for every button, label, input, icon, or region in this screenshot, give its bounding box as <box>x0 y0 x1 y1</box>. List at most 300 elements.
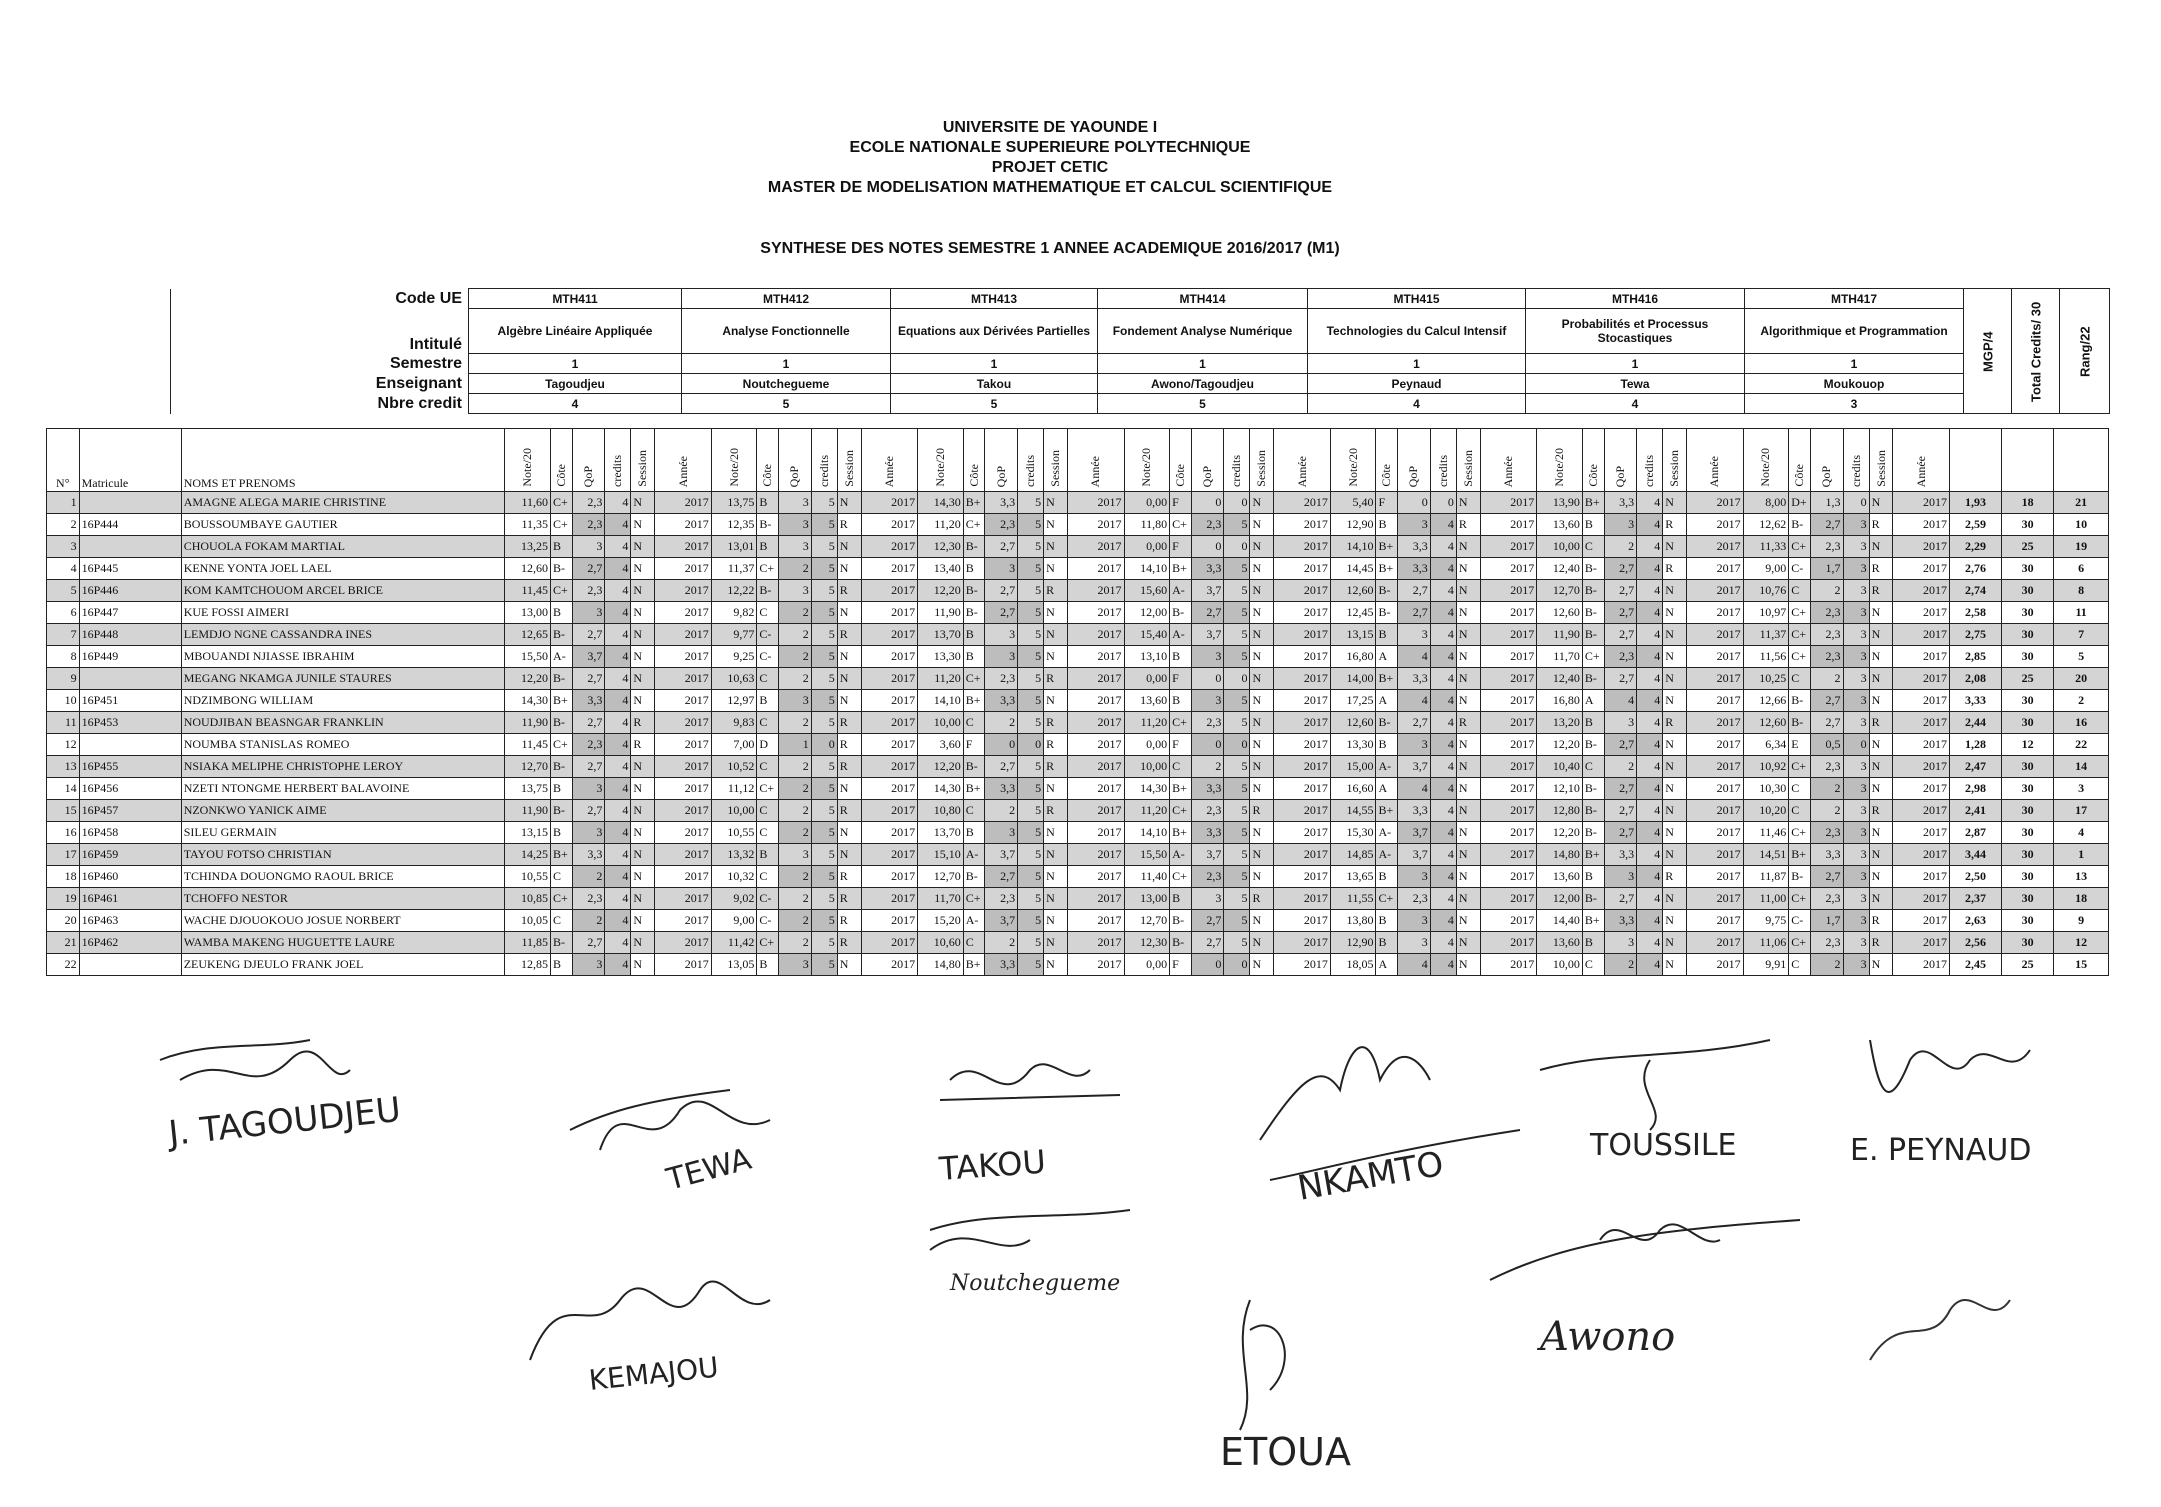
grade-annee: 2017 <box>1480 778 1536 800</box>
grade-note: 11,37 <box>711 558 757 580</box>
grade-note: 13,90 <box>1537 492 1583 514</box>
grade-annee: 2017 <box>655 690 711 712</box>
grade-annee: 2017 <box>1068 910 1124 932</box>
grade-cote: B+ <box>1789 844 1811 866</box>
grade-credits: 4 <box>1637 580 1663 602</box>
grade-note: 8,00 <box>1743 492 1789 514</box>
grade-note: 13,60 <box>1124 690 1170 712</box>
table-row <box>47 800 2109 822</box>
header-sub-label: Note/20 <box>1345 448 1360 487</box>
header-sub-label: Côte <box>553 464 568 487</box>
grade-credits: 4 <box>605 580 631 602</box>
matricule: 16P458 <box>79 822 181 844</box>
grade-note: 12,90 <box>1330 932 1376 954</box>
total-credits: 30 <box>2002 800 2054 822</box>
grade-cote: B <box>757 844 779 866</box>
grade-cote: B- <box>1170 910 1192 932</box>
grade-session: N <box>1250 514 1274 536</box>
grade-note: 10,32 <box>711 866 757 888</box>
grade-credits: 4 <box>1637 954 1663 976</box>
grade-qop: 3 <box>779 536 812 558</box>
grade-session: R <box>1869 558 1893 580</box>
grade-qop: 2,3 <box>1191 514 1224 536</box>
header-sub-0 <box>1124 429 1170 492</box>
grade-session: N <box>1663 668 1687 690</box>
mgp: 2,47 <box>1949 756 2001 778</box>
grade-note: 16,60 <box>1330 778 1376 800</box>
total-credits: 30 <box>2002 822 2054 844</box>
grade-cote: C+ <box>551 580 573 602</box>
header-sub-5 <box>1893 429 1949 492</box>
grade-qop: 2,3 <box>1398 888 1431 910</box>
grade-note: 3,60 <box>918 734 964 756</box>
ue-credits: 3 <box>1745 394 1964 414</box>
grade-note: 12,30 <box>918 536 964 558</box>
header-sub-4 <box>837 429 861 492</box>
grade-note: 13,60 <box>1537 932 1583 954</box>
rang: 2 <box>2054 690 2109 712</box>
grade-qop: 2,7 <box>1398 712 1431 734</box>
grade-qop: 3 <box>779 580 812 602</box>
grade-session: N <box>1663 910 1687 932</box>
grade-session: N <box>837 536 861 558</box>
ue-code: MTH416 <box>1526 289 1745 309</box>
matricule: 16P462 <box>79 932 181 954</box>
grade-note: 17,25 <box>1330 690 1376 712</box>
row-number: 20 <box>47 910 80 932</box>
header-sub-label: credits <box>1023 455 1038 487</box>
grade-cote: E <box>1789 734 1811 756</box>
grade-qop: 3 <box>779 690 812 712</box>
grade-credits: 5 <box>1018 558 1044 580</box>
grade-qop: 3 <box>1604 712 1637 734</box>
grade-credits: 4 <box>1430 668 1456 690</box>
grade-session: N <box>837 844 861 866</box>
grade-cote: A <box>1376 690 1398 712</box>
grade-cote: B- <box>1582 602 1604 624</box>
grade-credits: 4 <box>1430 932 1456 954</box>
grade-cote: C <box>757 800 779 822</box>
grade-cote: F <box>1170 492 1192 514</box>
grade-credits: 5 <box>1224 756 1250 778</box>
grade-session: N <box>1456 756 1480 778</box>
header-spacer <box>2002 429 2054 492</box>
grade-credits: 0 <box>1843 492 1869 514</box>
row-number: 9 <box>47 668 80 690</box>
grade-credits: 5 <box>1018 844 1044 866</box>
rang: 6 <box>2054 558 2109 580</box>
grade-qop: 0 <box>1191 954 1224 976</box>
ue-semester: 1 <box>891 354 1098 374</box>
grade-annee: 2017 <box>1274 602 1330 624</box>
grade-credits: 4 <box>605 558 631 580</box>
grade-cote: C+ <box>757 932 779 954</box>
grade-annee: 2017 <box>861 536 917 558</box>
total-credits: 30 <box>2002 888 2054 910</box>
grade-session: R <box>837 866 861 888</box>
grade-qop: 2 <box>779 910 812 932</box>
grade-annee: 2017 <box>1893 954 1949 976</box>
grade-annee: 2017 <box>655 602 711 624</box>
grade-session: N <box>1044 624 1068 646</box>
grade-cote: B <box>1582 712 1604 734</box>
student-name: NZETI NTONGME HERBERT BALAVOINE <box>181 778 505 800</box>
grade-note: 9,25 <box>711 646 757 668</box>
grade-credits: 4 <box>605 536 631 558</box>
grade-credits: 4 <box>1637 536 1663 558</box>
grade-annee: 2017 <box>1480 536 1536 558</box>
grade-annee: 2017 <box>655 910 711 932</box>
grade-credits: 5 <box>811 602 837 624</box>
table-row <box>47 822 2109 844</box>
grade-qop: 3,3 <box>985 492 1018 514</box>
grade-session: N <box>1044 910 1068 932</box>
grade-note: 11,33 <box>1743 536 1789 558</box>
grade-session: R <box>1044 712 1068 734</box>
grade-session: N <box>1456 888 1480 910</box>
grade-session: N <box>1663 844 1687 866</box>
grade-session: N <box>1456 580 1480 602</box>
grade-cote: B- <box>1170 932 1192 954</box>
mgp: 1,28 <box>1949 734 2001 756</box>
grade-session: N <box>1663 734 1687 756</box>
header-sub-label: QoP <box>1819 465 1834 487</box>
grade-credits: 5 <box>1018 712 1044 734</box>
table-row <box>47 932 2109 954</box>
grade-qop: 4 <box>1604 690 1637 712</box>
student-name: WACHE DJOUOKOUO JOSUE NORBERT <box>181 910 505 932</box>
grade-cote: B- <box>1582 624 1604 646</box>
grade-cote: C- <box>1789 910 1811 932</box>
grade-credits: 4 <box>1430 558 1456 580</box>
grade-session: N <box>1869 822 1893 844</box>
header-sub-label: Session <box>1254 450 1269 487</box>
grade-credits: 3 <box>1843 844 1869 866</box>
grade-note: 11,37 <box>1743 624 1789 646</box>
grade-annee: 2017 <box>1480 756 1536 778</box>
grade-cote: B- <box>1582 558 1604 580</box>
grade-session: N <box>1869 602 1893 624</box>
grade-annee: 2017 <box>861 602 917 624</box>
matricule: 16P461 <box>79 888 181 910</box>
grade-session: N <box>1044 932 1068 954</box>
signature-tewa <box>560 1070 820 1220</box>
grade-cote: B+ <box>1376 668 1398 690</box>
grade-qop: 3 <box>1398 624 1431 646</box>
total-credits: 30 <box>2002 932 2054 954</box>
grade-session: R <box>837 756 861 778</box>
ue-code: MTH417 <box>1745 289 1964 309</box>
grade-credits: 4 <box>1637 690 1663 712</box>
grade-credits: 5 <box>1224 932 1250 954</box>
header-sub-4 <box>1456 429 1480 492</box>
grade-annee: 2017 <box>1274 492 1330 514</box>
grade-qop: 2,3 <box>1191 712 1224 734</box>
grade-credits: 0 <box>1224 492 1250 514</box>
header-rang: Rang/22 <box>2060 289 2110 414</box>
grade-session: N <box>1663 580 1687 602</box>
table-row <box>47 910 2109 932</box>
grade-note: 15,50 <box>1124 844 1170 866</box>
grade-credits: 3 <box>1843 712 1869 734</box>
grade-note: 0,00 <box>1124 734 1170 756</box>
grade-note: 13,60 <box>1537 866 1583 888</box>
grade-session: N <box>1663 778 1687 800</box>
grade-qop: 2 <box>985 932 1018 954</box>
grade-note: 12,62 <box>1743 514 1789 536</box>
grade-credits: 5 <box>1018 668 1044 690</box>
grade-note: 11,12 <box>711 778 757 800</box>
grade-note: 14,45 <box>1330 558 1376 580</box>
grade-annee: 2017 <box>1274 668 1330 690</box>
matricule: 16P449 <box>79 646 181 668</box>
grade-annee: 2017 <box>1687 888 1743 910</box>
label-code-ue: Code UE <box>171 289 469 309</box>
grade-note: 10,92 <box>1743 756 1789 778</box>
grade-session: N <box>1456 624 1480 646</box>
grade-annee: 2017 <box>1687 690 1743 712</box>
grade-credits: 0 <box>1018 734 1044 756</box>
grade-note: 12,66 <box>1743 690 1789 712</box>
grade-annee: 2017 <box>1893 910 1949 932</box>
grade-cote: B <box>1170 888 1192 910</box>
grade-annee: 2017 <box>655 954 711 976</box>
grade-annee: 2017 <box>1068 492 1124 514</box>
grade-annee: 2017 <box>861 734 917 756</box>
header-sub-label: Note/20 <box>1552 448 1567 487</box>
grade-session: N <box>1663 822 1687 844</box>
grade-qop: 2,3 <box>1810 602 1843 624</box>
grade-note: 12,85 <box>505 954 551 976</box>
grade-cote: B <box>757 536 779 558</box>
grade-annee: 2017 <box>1893 888 1949 910</box>
grade-credits: 5 <box>1018 756 1044 778</box>
grade-session: N <box>1456 844 1480 866</box>
grade-credits: 5 <box>1224 822 1250 844</box>
grade-session: N <box>1663 800 1687 822</box>
grade-cote: C+ <box>1170 800 1192 822</box>
grade-session: N <box>1456 822 1480 844</box>
grade-session: R <box>1044 800 1068 822</box>
grade-qop: 2 <box>1810 954 1843 976</box>
grade-cote: C- <box>1789 558 1811 580</box>
grade-cote: C <box>757 712 779 734</box>
grade-annee: 2017 <box>1893 690 1949 712</box>
grade-annee: 2017 <box>1893 822 1949 844</box>
grade-note: 14,00 <box>1330 668 1376 690</box>
grade-credits: 5 <box>811 492 837 514</box>
grade-session: R <box>1869 910 1893 932</box>
grade-session: R <box>837 932 861 954</box>
table-row <box>47 954 2109 976</box>
grade-cote: B+ <box>963 954 985 976</box>
grade-cote: B+ <box>1376 536 1398 558</box>
grade-session: N <box>1456 536 1480 558</box>
matricule: 16P446 <box>79 580 181 602</box>
header-sub-0 <box>1537 429 1583 492</box>
grade-annee: 2017 <box>655 624 711 646</box>
grade-qop: 2 <box>779 624 812 646</box>
grade-qop: 2 <box>779 558 812 580</box>
grade-annee: 2017 <box>1274 910 1330 932</box>
grade-cote: B <box>963 558 985 580</box>
header-mgp: MGP/4 <box>1964 289 2012 414</box>
grade-cote: B- <box>1376 580 1398 602</box>
grade-cote: C <box>1789 668 1811 690</box>
grade-session: N <box>1663 932 1687 954</box>
grade-cote: B- <box>1789 712 1811 734</box>
grade-credits: 4 <box>1637 822 1663 844</box>
grade-note: 14,30 <box>918 778 964 800</box>
grade-cote: B- <box>551 932 573 954</box>
matricule: 16P456 <box>79 778 181 800</box>
grade-note: 10,80 <box>918 800 964 822</box>
grade-note: 13,60 <box>1537 514 1583 536</box>
grade-session: N <box>1456 866 1480 888</box>
grade-cote: B+ <box>1170 558 1192 580</box>
grade-annee: 2017 <box>861 800 917 822</box>
grade-session: N <box>1456 602 1480 624</box>
grade-session: N <box>1044 492 1068 514</box>
grade-annee: 2017 <box>861 756 917 778</box>
grade-annee: 2017 <box>861 558 917 580</box>
grade-qop: 2,7 <box>1810 712 1843 734</box>
header-sub-4 <box>1869 429 1893 492</box>
grade-credits: 5 <box>1224 866 1250 888</box>
grade-note: 12,00 <box>1124 602 1170 624</box>
header-sub-3 <box>1224 429 1250 492</box>
grade-annee: 2017 <box>1893 624 1949 646</box>
grade-note: 12,10 <box>1537 778 1583 800</box>
grade-annee: 2017 <box>1068 800 1124 822</box>
grade-session: N <box>631 932 655 954</box>
grade-note: 11,20 <box>918 668 964 690</box>
grade-cote: B+ <box>1582 844 1604 866</box>
grade-note: 11,45 <box>505 734 551 756</box>
grade-qop: 2,7 <box>1604 602 1637 624</box>
grade-annee: 2017 <box>1893 932 1949 954</box>
grade-qop: 3,3 <box>572 844 605 866</box>
grade-session: R <box>837 580 861 602</box>
grade-session: N <box>631 866 655 888</box>
header-sub-0 <box>1743 429 1789 492</box>
grade-qop: 2,7 <box>1191 910 1224 932</box>
grade-session: N <box>631 646 655 668</box>
grade-qop: 2,7 <box>572 800 605 822</box>
grade-annee: 2017 <box>1068 888 1124 910</box>
grade-annee: 2017 <box>1068 866 1124 888</box>
table-row <box>47 624 2109 646</box>
grade-session: R <box>1663 558 1687 580</box>
grade-annee: 2017 <box>1893 866 1949 888</box>
header-sub-2 <box>985 429 1018 492</box>
grade-credits: 4 <box>605 492 631 514</box>
grade-note: 14,40 <box>1537 910 1583 932</box>
grade-note: 14,80 <box>918 954 964 976</box>
grade-annee: 2017 <box>861 624 917 646</box>
matricule <box>79 954 181 976</box>
grade-qop: 3,3 <box>985 954 1018 976</box>
grade-qop: 3,3 <box>1604 910 1637 932</box>
grade-cote: B- <box>757 514 779 536</box>
grade-note: 13,15 <box>1330 624 1376 646</box>
grade-note: 0,00 <box>1124 536 1170 558</box>
ue-credits: 5 <box>682 394 891 414</box>
grade-cote: C+ <box>1789 932 1811 954</box>
grade-note: 14,85 <box>1330 844 1376 866</box>
header-sub-label: QoP <box>581 465 596 487</box>
grade-note: 12,40 <box>1537 668 1583 690</box>
grade-cote: B <box>757 954 779 976</box>
grade-note: 12,60 <box>1330 580 1376 602</box>
grade-note: 14,30 <box>918 492 964 514</box>
grade-credits: 4 <box>1430 800 1456 822</box>
grade-cote: A <box>1376 954 1398 976</box>
ue-code: MTH413 <box>891 289 1098 309</box>
grade-qop: 3 <box>1604 514 1637 536</box>
ue-code: MTH414 <box>1098 289 1308 309</box>
grade-session: N <box>1456 668 1480 690</box>
grade-annee: 2017 <box>1068 712 1124 734</box>
grade-annee: 2017 <box>1274 866 1330 888</box>
grade-cote: C <box>1170 756 1192 778</box>
grade-session: N <box>837 668 861 690</box>
svg-text:ETOUA: ETOUA <box>1220 1430 1351 1474</box>
header-line-university: UNIVERSITE DE YAOUNDE I <box>942 119 1158 136</box>
grade-note: 13,05 <box>711 954 757 976</box>
grade-annee: 2017 <box>1687 558 1743 580</box>
grade-credits: 5 <box>811 580 837 602</box>
grade-session: N <box>1456 646 1480 668</box>
ue-title: Algorithmique et Programmation <box>1745 309 1964 354</box>
header-sub-2 <box>572 429 605 492</box>
grade-note: 6,34 <box>1743 734 1789 756</box>
grade-session: R <box>1869 932 1893 954</box>
grade-qop: 2 <box>1810 778 1843 800</box>
grade-cote: B- <box>1376 602 1398 624</box>
header-sub-0 <box>1330 429 1376 492</box>
header-sub-label: Note/20 <box>520 448 535 487</box>
grade-cote: C- <box>757 910 779 932</box>
grade-annee: 2017 <box>1893 492 1949 514</box>
student-name: TAYOU FOTSO CHRISTIAN <box>181 844 505 866</box>
grade-qop: 2,7 <box>1604 668 1637 690</box>
matricule <box>79 668 181 690</box>
row-number: 6 <box>47 602 80 624</box>
grade-qop: 2 <box>779 800 812 822</box>
row-number: 18 <box>47 866 80 888</box>
grade-credits: 5 <box>811 888 837 910</box>
grade-cote: A- <box>1170 844 1192 866</box>
grade-qop: 2,7 <box>572 668 605 690</box>
grade-credits: 4 <box>1430 580 1456 602</box>
grade-session: R <box>1663 866 1687 888</box>
grade-session: N <box>631 558 655 580</box>
grade-note: 9,00 <box>1743 558 1789 580</box>
total-credits: 30 <box>2002 624 2054 646</box>
grade-annee: 2017 <box>1687 910 1743 932</box>
grade-note: 13,10 <box>1124 646 1170 668</box>
grade-cote: B+ <box>1582 910 1604 932</box>
total-credits: 30 <box>2002 602 2054 624</box>
grade-annee: 2017 <box>1893 734 1949 756</box>
ue-code: MTH415 <box>1308 289 1526 309</box>
grade-credits: 5 <box>1224 646 1250 668</box>
grade-qop: 2 <box>779 712 812 734</box>
matricule: 16P445 <box>79 558 181 580</box>
grade-session: R <box>837 712 861 734</box>
label-enseignant: Enseignant <box>171 374 469 394</box>
